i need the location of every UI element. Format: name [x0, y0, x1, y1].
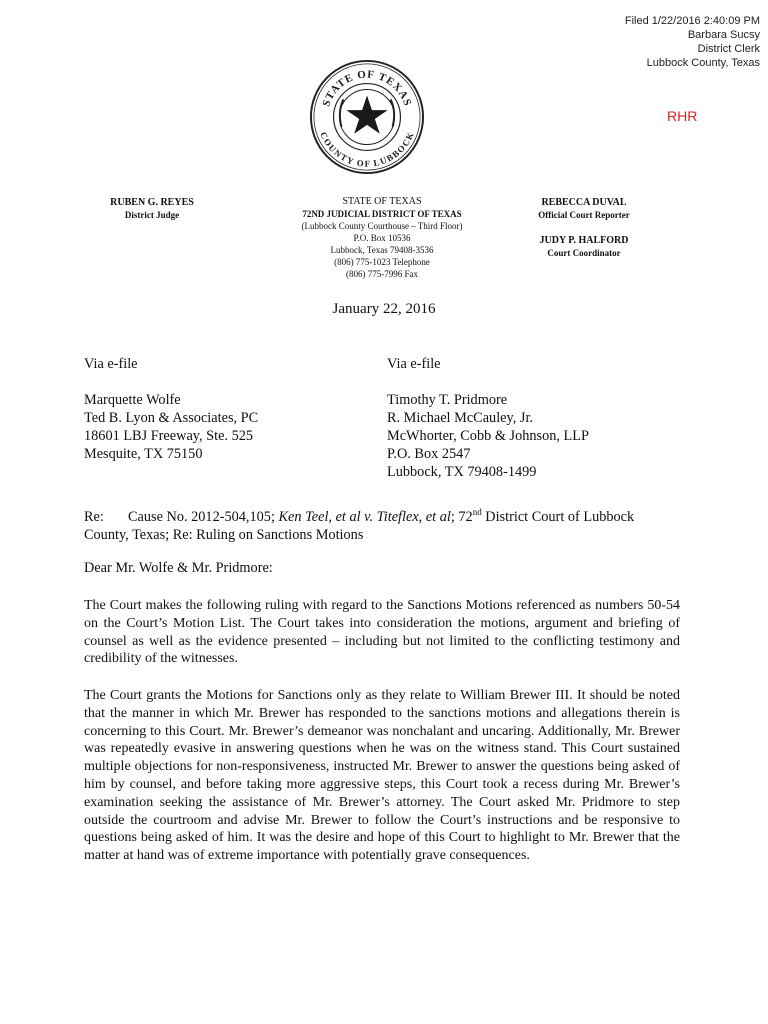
seal-bottom-text: COUNTY OF LUBBOCK — [318, 130, 416, 169]
recipient-address: 18601 LBJ Freeway, Ste. 525 — [84, 428, 254, 444]
re-case-name: Ken Teel, et al v. Titeflex, et al — [278, 508, 451, 525]
filed-datetime: Filed 1/22/2016 2:40:09 PM — [624, 15, 760, 27]
recipient-name: Marquette Wolfe — [84, 392, 181, 408]
delivery-method: Via e-file — [387, 356, 441, 372]
coordinator-name: JUDY P. HALFORD — [539, 235, 629, 246]
body-paragraph: The Court grants the Motions for Sanctions only as they relate to William Brewer III. It should be noted that the manner in which Mr. Brewer has responded to the sanctions motions and allegations therein is concerning to this Court. Mr. Brewer’s demeanor was nonchalant and uncaring. Additionally, Mr. Brewer was repeatedly evasive in answering questions when he was on the witness stand. This Court sustained multiple objections for non-responsiveness, instructed Mr. Brewer to answer the questions being asked of him by counsel, and before taking more aggressive steps, this Court took a recess during Mr. Brewer’s examination seeking the assistance of Mr. Brewer’s attorney. The Court asked Mr. Pridmore to step outside the courtroom and advise Mr. Brewer to follow the Court’s instructions and be responsive to questions being asked of him. It was the desire and hope of this Court to highlight to Mr. Brewer that the matter at hand was of extreme importance with potentially grave consequences. — [84, 688, 680, 864]
clerk-county: Lubbock County, Texas — [646, 57, 760, 69]
salutation: Dear Mr. Wolfe & Mr. Pridmore: — [84, 560, 273, 576]
reporter-title: Official Court Reporter — [538, 210, 630, 220]
court-fax: (806) 775-7996 Fax — [346, 269, 418, 279]
reporter-name: REBECCA DUVAL — [541, 197, 627, 208]
letter-date: January 22, 2016 — [332, 301, 436, 317]
re-label: Re: — [84, 508, 104, 525]
court-city: Lubbock, Texas 79408-3536 — [330, 245, 434, 255]
re-subject: County, Texas; Re: Ruling on Sanctions Motions — [84, 526, 364, 543]
re-cause: Cause No. 2012-504,105; — [128, 508, 279, 525]
recipient-name: Timothy T. Pridmore — [387, 392, 508, 408]
coordinator-title: Court Coordinator — [547, 248, 621, 258]
filing-stamp — [625, 14, 760, 70]
judge-name: RUBEN G. REYES — [110, 197, 194, 208]
recipient-city: Lubbock, TX 79408-1499 — [387, 464, 537, 480]
recipient-po-box: P.O. Box 2547 — [387, 446, 471, 462]
letterhead-staff — [516, 196, 652, 260]
re-court-number: ; 72 — [450, 508, 473, 525]
seal-top-text: STATE OF TEXAS — [320, 68, 414, 109]
court-po-box: P.O. Box 10536 — [353, 233, 411, 243]
re-line — [84, 503, 684, 544]
recipient-left — [84, 355, 258, 463]
court-state: STATE OF TEXAS — [342, 196, 422, 207]
letterhead-judge — [92, 196, 212, 222]
recipient-name-2: R. Michael McCauley, Jr. — [387, 410, 533, 426]
recipient-right — [387, 355, 589, 481]
delivery-method: Via e-file — [84, 356, 138, 372]
recipient-firm: McWhorter, Cobb & Johnson, LLP — [387, 428, 589, 444]
body-paragraph: The Court makes the following ruling with regard to the Sanctions Motions referenced as numbers 50-54 on the Court’s Motion List. The Court takes into consideration the motions, argument and briefing of counsel as well as the evidence presented – including but not limited to the conflicting testimony and credibility of the witnesses. — [84, 598, 680, 667]
court-telephone: (806) 775-1023 Telephone — [334, 257, 430, 267]
court-location: (Lubbock County Courthouse – Third Floor) — [301, 221, 463, 231]
recipient-city: Mesquite, TX 75150 — [84, 446, 203, 462]
re-court: District Court of Lubbock — [481, 508, 635, 525]
letterhead-court — [262, 196, 502, 280]
county-seal-icon — [308, 58, 426, 176]
clerk-name: Barbara Sucsy — [687, 29, 760, 41]
judge-title: District Judge — [124, 210, 180, 220]
reviewer-initials: RHR — [667, 108, 698, 124]
re-ordinal: nd — [472, 507, 482, 517]
clerk-title: District Clerk — [697, 43, 760, 55]
court-district: 72ND JUDICIAL DISTRICT OF TEXAS — [302, 209, 462, 219]
recipient-firm: Ted B. Lyon & Associates, PC — [84, 410, 259, 426]
